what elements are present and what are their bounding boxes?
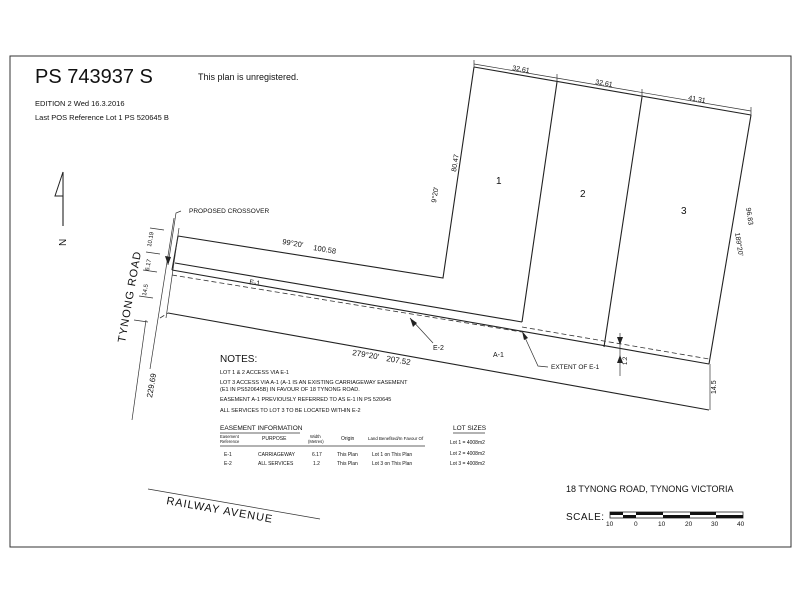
address-label: 18 TYNONG ROAD, TYNONG VICTORIA	[566, 484, 734, 494]
pos-reference: Last POS Reference Lot 1 PS 520645 B	[35, 113, 169, 122]
dim-lot3-bearing: 189°20'	[733, 232, 744, 257]
extent-e1-label: EXTENT OF E-1	[551, 364, 600, 371]
lot-size-2: Lot 2 = 4008m2	[450, 451, 485, 457]
lot-sizes-heading: LOT SIZES	[453, 425, 487, 432]
dim-top-1: 32.61	[511, 65, 531, 75]
note-item-3: (E1 IN PS520645B) IN FAVOUR OF 18 TYNONG ROAD.	[220, 387, 360, 393]
easement-col-width-2: (Metres)	[308, 439, 324, 444]
easement-col-origin: Origin	[341, 436, 355, 442]
dim-road-2: 6.17	[145, 258, 153, 272]
easement-row1-benefited: Lot 1 on This Plan	[372, 452, 413, 458]
easement-col-benefited: Land Benefited/In Favour Of	[368, 436, 424, 441]
dim-lot1-length: 80.47	[451, 153, 461, 173]
north-label: N	[58, 238, 69, 246]
dim-right-end: 14.5	[711, 380, 718, 394]
scale-tick-20: 20	[685, 521, 693, 528]
note-item-1: LOT 1 & 2 ACCESS VIA E-1	[220, 370, 289, 376]
e2-label: E-2	[433, 345, 444, 352]
dim-lot1-bearing: 9°20'	[431, 186, 441, 204]
scale-tick-10-left: 10	[606, 521, 614, 528]
scale-label: SCALE:	[566, 512, 605, 523]
dim-stem-bearing: 99°20'	[281, 237, 304, 250]
a1-label: A-1	[493, 352, 504, 359]
scale-tick-0: 0	[634, 521, 638, 528]
dim-e2-width: 1.2	[623, 356, 629, 365]
lot-2-number: 2	[580, 189, 586, 200]
dim-road-1: 10.19	[147, 231, 156, 248]
lot-size-1: Lot 1 = 4008m2	[450, 440, 485, 446]
scale-tick-40: 40	[737, 521, 745, 528]
easement-col-reference: Easement	[220, 434, 239, 439]
easement-col-reference-2: Reference	[220, 439, 240, 444]
scale-bar	[610, 512, 743, 518]
easement-col-width: Width	[310, 434, 321, 439]
easement-row2-origin: This Plan	[337, 461, 358, 467]
easement-row2-benefited: Lot 3 on This Plan	[372, 461, 413, 467]
dim-road-total: 229.69	[145, 372, 159, 399]
crossover-arrow-icon	[165, 256, 171, 265]
easement-row1-purpose: CARRIAGEWAY	[258, 452, 295, 458]
scale-tick-30: 30	[711, 521, 719, 528]
lot-3-number: 3	[681, 206, 687, 217]
scale-tick-10: 10	[658, 521, 666, 528]
dim-road-3: 14.5	[142, 283, 150, 297]
note-item-2: LOT 3 ACCESS VIA A-1 (A-1 IS AN EXISTING CARRIAGEWAY EASEMENT	[220, 380, 408, 386]
lot-size-3: Lot 3 = 4008m2	[450, 461, 485, 467]
north-arrow-icon	[55, 172, 63, 226]
dim-top-2: 32.61	[594, 79, 614, 89]
easement-row2-ref: E-2	[224, 461, 232, 467]
easement-col-purpose: PURPOSE	[262, 436, 287, 442]
easement-row2-purpose: ALL SERVICES	[258, 461, 294, 467]
easement-row1-origin: This Plan	[337, 452, 358, 458]
easement-row2-width: 1.2	[313, 461, 320, 467]
dim-top-3: 41.31	[687, 95, 707, 105]
easement-row1-width: 6.17	[312, 452, 322, 458]
e1-label: E-1	[248, 279, 261, 288]
dim-bottom-bearing: 279°20'	[351, 348, 380, 362]
plan-status: This plan is unregistered.	[198, 72, 299, 82]
plan-number: PS 743937 S	[35, 66, 153, 88]
proposed-crossover-label: PROPOSED CROSSOVER	[189, 208, 270, 215]
e2-arrow-icon	[410, 318, 417, 327]
notes-heading: NOTES:	[220, 354, 258, 365]
lot-1-number: 1	[496, 176, 502, 187]
easement-heading: EASEMENT INFORMATION	[220, 425, 303, 432]
tynong-road-label: TYNONG ROAD	[116, 249, 145, 344]
edition-text: EDITION 2 Wed 16.3.2016	[35, 99, 125, 108]
dim-bottom-length: 207.52	[385, 354, 412, 368]
dim-stem-length: 100.58	[312, 243, 337, 256]
note-item-5: ALL SERVICES TO LOT 3 TO BE LOCATED WITHIN E-2	[220, 408, 361, 414]
easement-row1-ref: E-1	[224, 452, 232, 458]
railway-avenue-label: RAILWAY AVENUE	[165, 495, 275, 526]
road-frontage-lines	[132, 218, 179, 420]
dim-lot3-length: 96.83	[744, 207, 754, 226]
note-item-4: EASEMENT A-1 PREVIOUSLY REFERRED TO AS E-1 IN PS 520645	[220, 397, 392, 403]
